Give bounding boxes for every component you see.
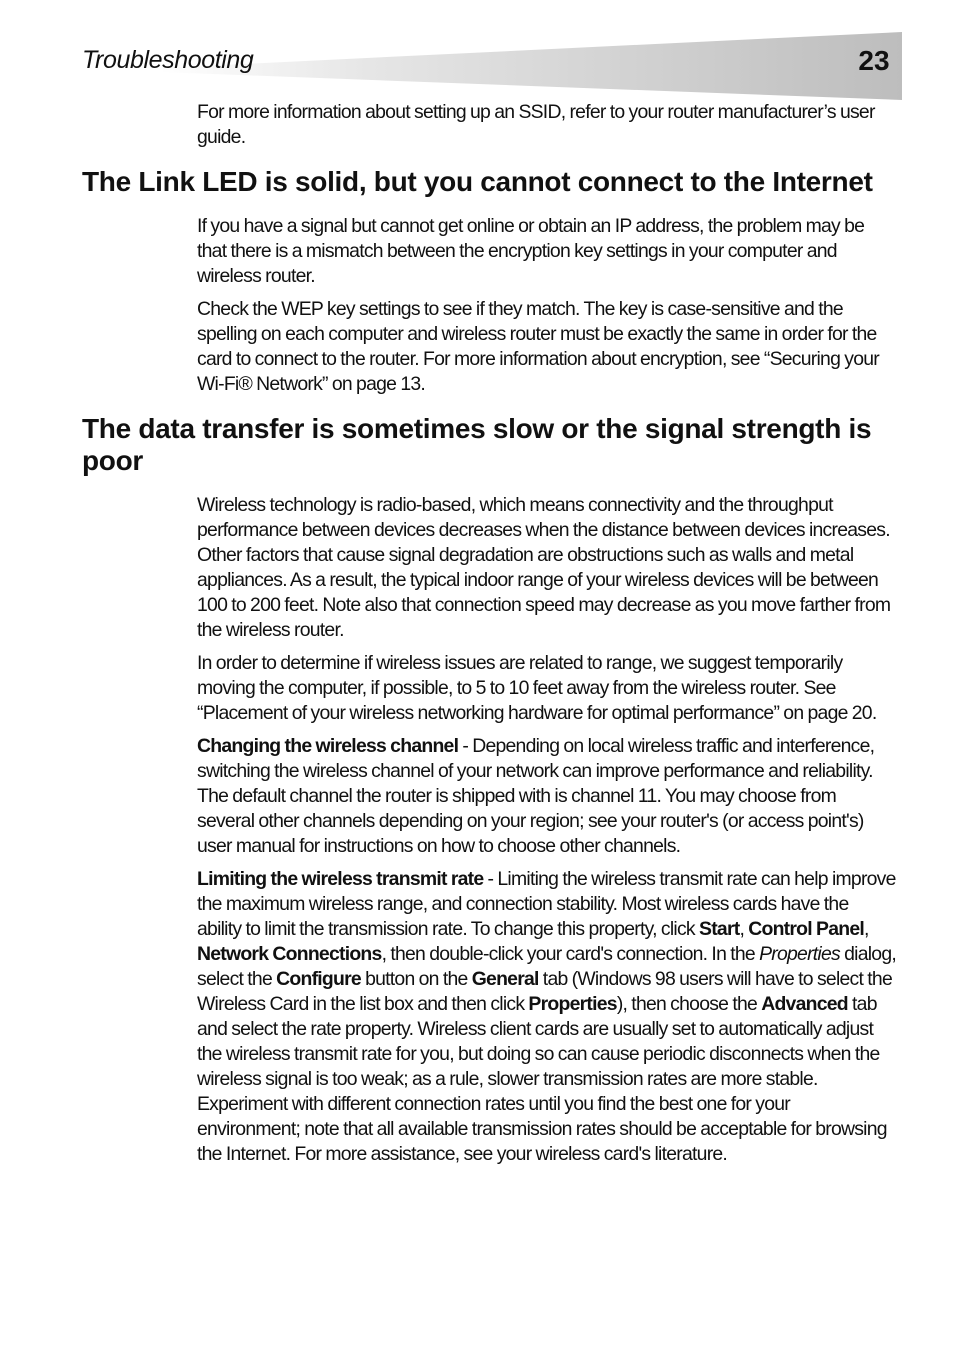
term-changing-channel: Changing the wireless channel xyxy=(197,735,459,757)
term-limiting-rate: Limiting the wireless transmit rate xyxy=(197,868,484,890)
rate-text: , xyxy=(739,918,749,940)
page-body xyxy=(0,100,954,1175)
intro-paragraph: For more information about setting up an SSID, refer to your router manufacturer’s user guide. xyxy=(197,101,875,148)
ui-configure: Configure xyxy=(276,968,361,990)
paragraph-range-test: In order to determine if wireless issues are related to range, we suggest temporarily moving the computer, if possible, to 5 to 10 feet away from the wireless router. See “Placement of your wireless networking hardware for optimal performance” on page 20. xyxy=(197,652,877,724)
ui-general: General xyxy=(471,968,539,990)
section-title: Troubleshooting xyxy=(82,46,254,74)
section-heading-data-transfer: The data transfer is sometimes slow or the signal strength is poor xyxy=(82,413,872,476)
rate-text: tab and select the rate property. Wireless client cards are usually set to automatically adjust the wireless transmit rate for you, but doing so can cause periodic disconnects when the wireless signal is too weak; as a rule, slower transmission rates are more stable. Experiment with different connection rates until you find the best one for your environment; note that all available transmission rates should be acceptable for browsing the Internet. For more assistance, see your wireless card's literature. xyxy=(197,993,887,1165)
rate-text: dialog, select the xyxy=(197,943,897,990)
rate-text: , xyxy=(864,918,869,940)
ui-network-connections: Network Connections xyxy=(197,943,382,965)
paragraph-changing-channel xyxy=(197,734,896,859)
rate-text: - Limiting the wireless transmit rate can help improve the maximum wireless range, and connection stability. Most wireless cards have the ability to limit the transmission rate. To change this property, click xyxy=(197,868,896,940)
ui-start: Start xyxy=(699,918,740,940)
ui-control-panel: Control Panel xyxy=(748,918,865,940)
ui-properties-dialog: Properties xyxy=(759,943,840,965)
paragraph-limiting-rate xyxy=(197,867,896,1167)
ui-advanced: Advanced xyxy=(761,993,848,1015)
rate-text: button on the xyxy=(360,968,472,990)
rate-text: , then double-click your card's connection. In the xyxy=(381,943,760,965)
channel-text: - Depending on local wireless traffic and interference, switching the wireless channel of your network can improve performance and reliability. The default channel the router is shipped with is channel 11. You may choose from several other channels depending on your region; see your router's (or access point's) user manual for instructions on how to choose other channels. xyxy=(197,735,875,857)
page-header xyxy=(0,30,954,102)
rate-text: tab (Windows 98 users will have to select the Wireless Card in the list box and then click xyxy=(197,968,892,1015)
page-number: 23 xyxy=(858,45,890,76)
rate-text: ), then choose the xyxy=(616,993,762,1015)
paragraph-radio-based: Wireless technology is radio-based, which means connectivity and the throughput performance between devices decreases when the distance between devices increases. Other factors that cause signal degradation are obstructions such as walls and metal appliances. As a result, the typical indoor range of your wireless devices will be between 100 to 200 feet. Note also that connection speed may decrease as you move farther from the wireless router. xyxy=(197,494,891,641)
section-heading-link-led: The Link LED is solid, but you cannot connect to the Internet xyxy=(82,166,873,197)
paragraph-signal-mismatch: If you have a signal but cannot get online or obtain an IP address, the problem may be that there is a mismatch between the encryption key settings in your computer and wireless router. xyxy=(197,215,865,287)
ui-properties: Properties xyxy=(528,993,617,1015)
paragraph-wep-key: Check the WEP key settings to see if they match. The key is case-sensitive and the spelling on each computer and wireless router must be exactly the same in order for the card to connect to the router. For more information about encryption, see “Securing your Wi-Fi® Network” on page 13. xyxy=(197,298,879,395)
